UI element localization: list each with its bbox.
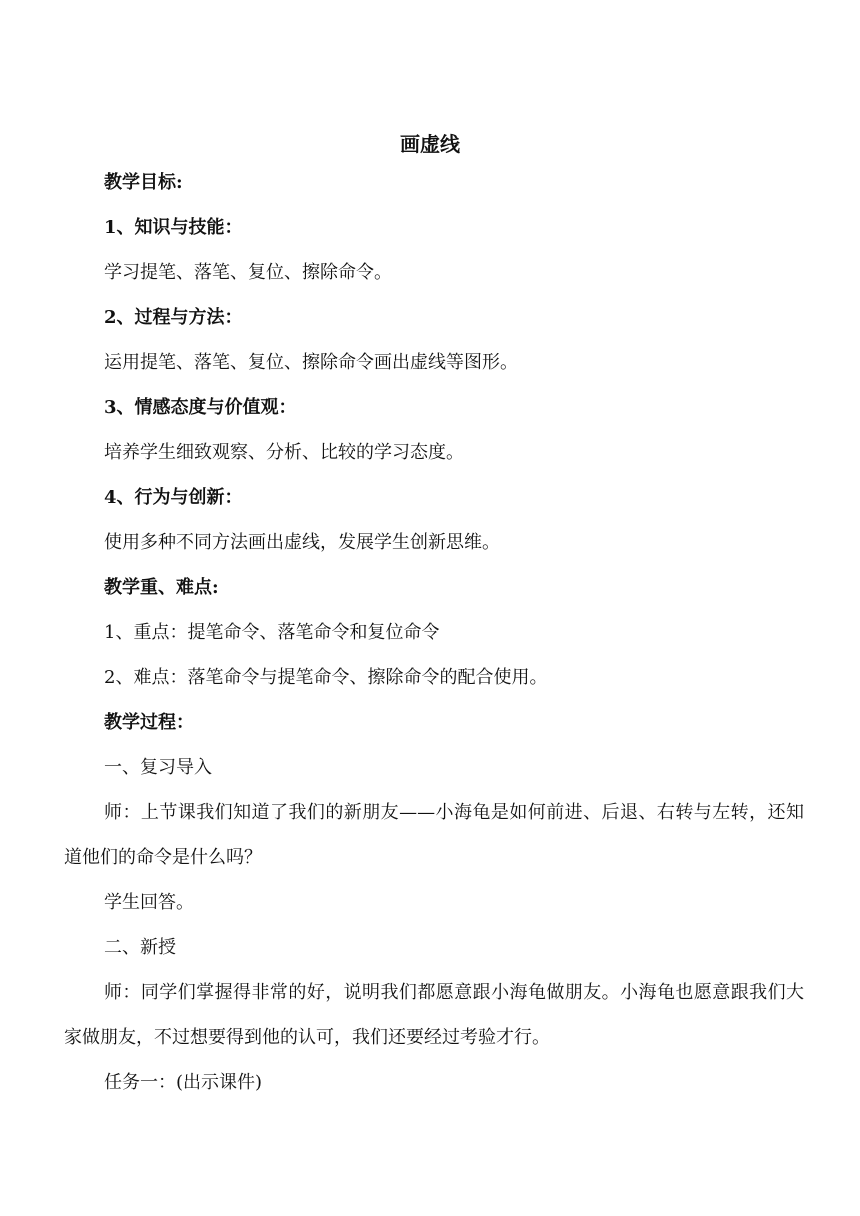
text-student-answer: 学生回答。 <box>104 892 194 913</box>
document-title: 画虚线 <box>400 132 460 156</box>
text-knowledge-skills: 学习提笔、落笔、复位、擦除命令。 <box>104 262 392 283</box>
paragraph-teacher-intro: 师：同学们掌握得非常的好，说明我们都愿意跟小海龟做朋友。小海龟也愿意跟我们大家做朋友，不过想要得到他的认可，我们还要经过考验才行。 <box>64 982 804 1048</box>
heading-teaching-goals: 教学目标: <box>104 172 183 193</box>
heading-key-difficult-points: 教学重、难点: <box>104 577 219 598</box>
text-task-one: 任务一：(出示课件) <box>104 1072 263 1093</box>
text-process-methods: 运用提笔、落笔、复位、擦除命令画出虚线等图形。 <box>104 352 518 373</box>
heading-teaching-process: 教学过程： <box>104 712 194 733</box>
section-new-lesson: 二、新授 <box>104 937 176 958</box>
text-key-point: 1、重点：提笔命令、落笔命令和复位命令 <box>104 622 440 643</box>
heading-attitude-values: 3、情感态度与价值观： <box>104 397 297 418</box>
heading-process-methods: 2、过程与方法： <box>104 307 243 328</box>
paragraph-teacher-question: 师：上节课我们知道了我们的新朋友——小海龟是如何前进、后退、右转与左转，还知道他们的命令是什么吗？ <box>64 802 804 868</box>
section-review-intro: 一、复习导入 <box>104 757 212 778</box>
text-attitude-values: 培养学生细致观察、分析、比较的学习态度。 <box>104 442 464 463</box>
text-difficult-point: 2、难点：落笔命令与提笔命令、擦除命令的配合使用。 <box>104 667 548 688</box>
heading-behavior-innovation: 4、行为与创新： <box>104 487 243 508</box>
heading-knowledge-skills: 1、知识与技能： <box>104 217 243 238</box>
text-behavior-innovation: 使用多种不同方法画出虚线，发展学生创新思维。 <box>104 532 500 553</box>
